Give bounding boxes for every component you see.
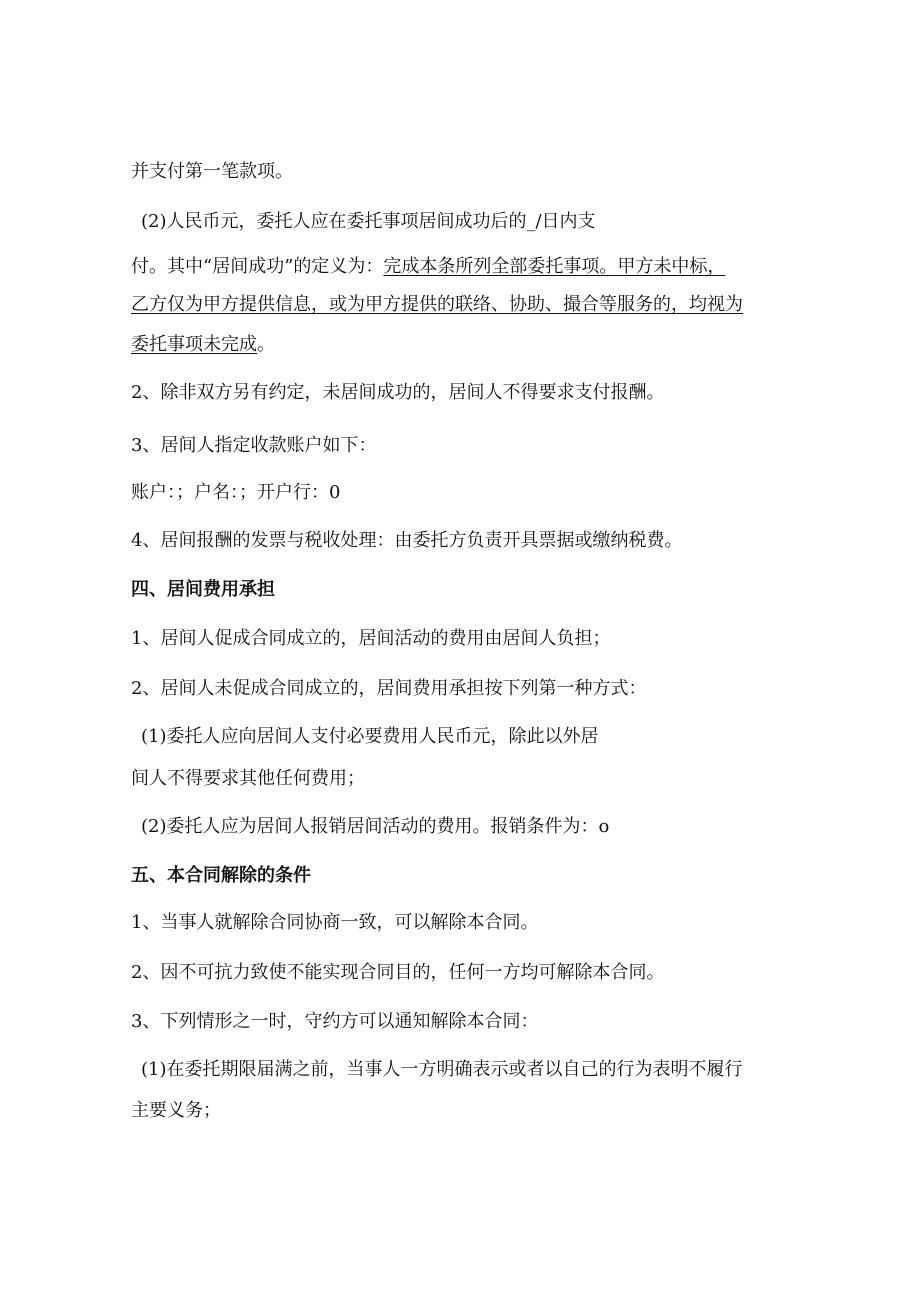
paragraph-line: [131, 255, 725, 279]
paragraph-line: 2、居间人未促成合同成立的，居间费用承担按下列第一种方式：: [131, 678, 647, 699]
paragraph-line: (1)委托人应向居间人支付必要费用人民币元，除此以外居: [141, 726, 599, 747]
paragraph-line: 3、居间人指定收款账户如下：: [131, 435, 377, 456]
paragraph-line: (2)委托人应为居间人报销居间活动的费用。报销条件为：o: [141, 816, 610, 837]
paragraph-line: 2、因不可抗力致使不能实现合同目的，任何一方均可解除本合同。: [131, 962, 665, 983]
text-segment: 。: [257, 334, 275, 355]
paragraph-line: 主要义务；: [131, 1100, 221, 1121]
paragraph-line: 2、除非双方另有约定，未居间成功的，居间人不得要求支付报酬。: [131, 382, 665, 403]
paragraph-line: 3、下列情形之一时，守约方可以通知解除本合同：: [131, 1011, 539, 1032]
underlined-text: 委托事项未完成: [131, 334, 257, 355]
section-heading: 四、居间费用承担: [131, 579, 275, 600]
paragraph-line: (1)在委托期限届满之前，当事人一方明确表示或者以自己的行为表明不履行: [141, 1059, 743, 1080]
paragraph-line: 4、居间报酬的发票与税收处理：由委托方负责开具票据或缴纳税费。: [131, 530, 683, 551]
underlined-text: 完成本条所列全部委托事项。甲方未中标，: [383, 256, 726, 277]
paragraph-line: [131, 333, 275, 357]
paragraph-line: 1、当事人就解除合同协商一致，可以解除本合同。: [131, 912, 539, 933]
underlined-text: 乙方仅为甲方提供信息，或为甲方提供的联络、协助、撮合等服务的，均视为: [131, 294, 743, 315]
paragraph-line: (2)人民币元，委托人应在委托事项居间成功后的_/日内支: [141, 211, 596, 232]
paragraph-line: 并支付第一笔款项。: [131, 161, 293, 182]
paragraph-line: 账户：；户名：；开户行：0: [131, 482, 341, 503]
paragraph-line: 1、居间人促成合同成立的，居间活动的费用由居间人负担；: [131, 628, 611, 649]
section-heading: 五、本合同解除的条件: [131, 865, 311, 886]
paragraph-line: 间人不得要求其他任何费用；: [131, 768, 365, 789]
text-segment: 付。其中“居间成功”的定义为：: [131, 256, 384, 277]
